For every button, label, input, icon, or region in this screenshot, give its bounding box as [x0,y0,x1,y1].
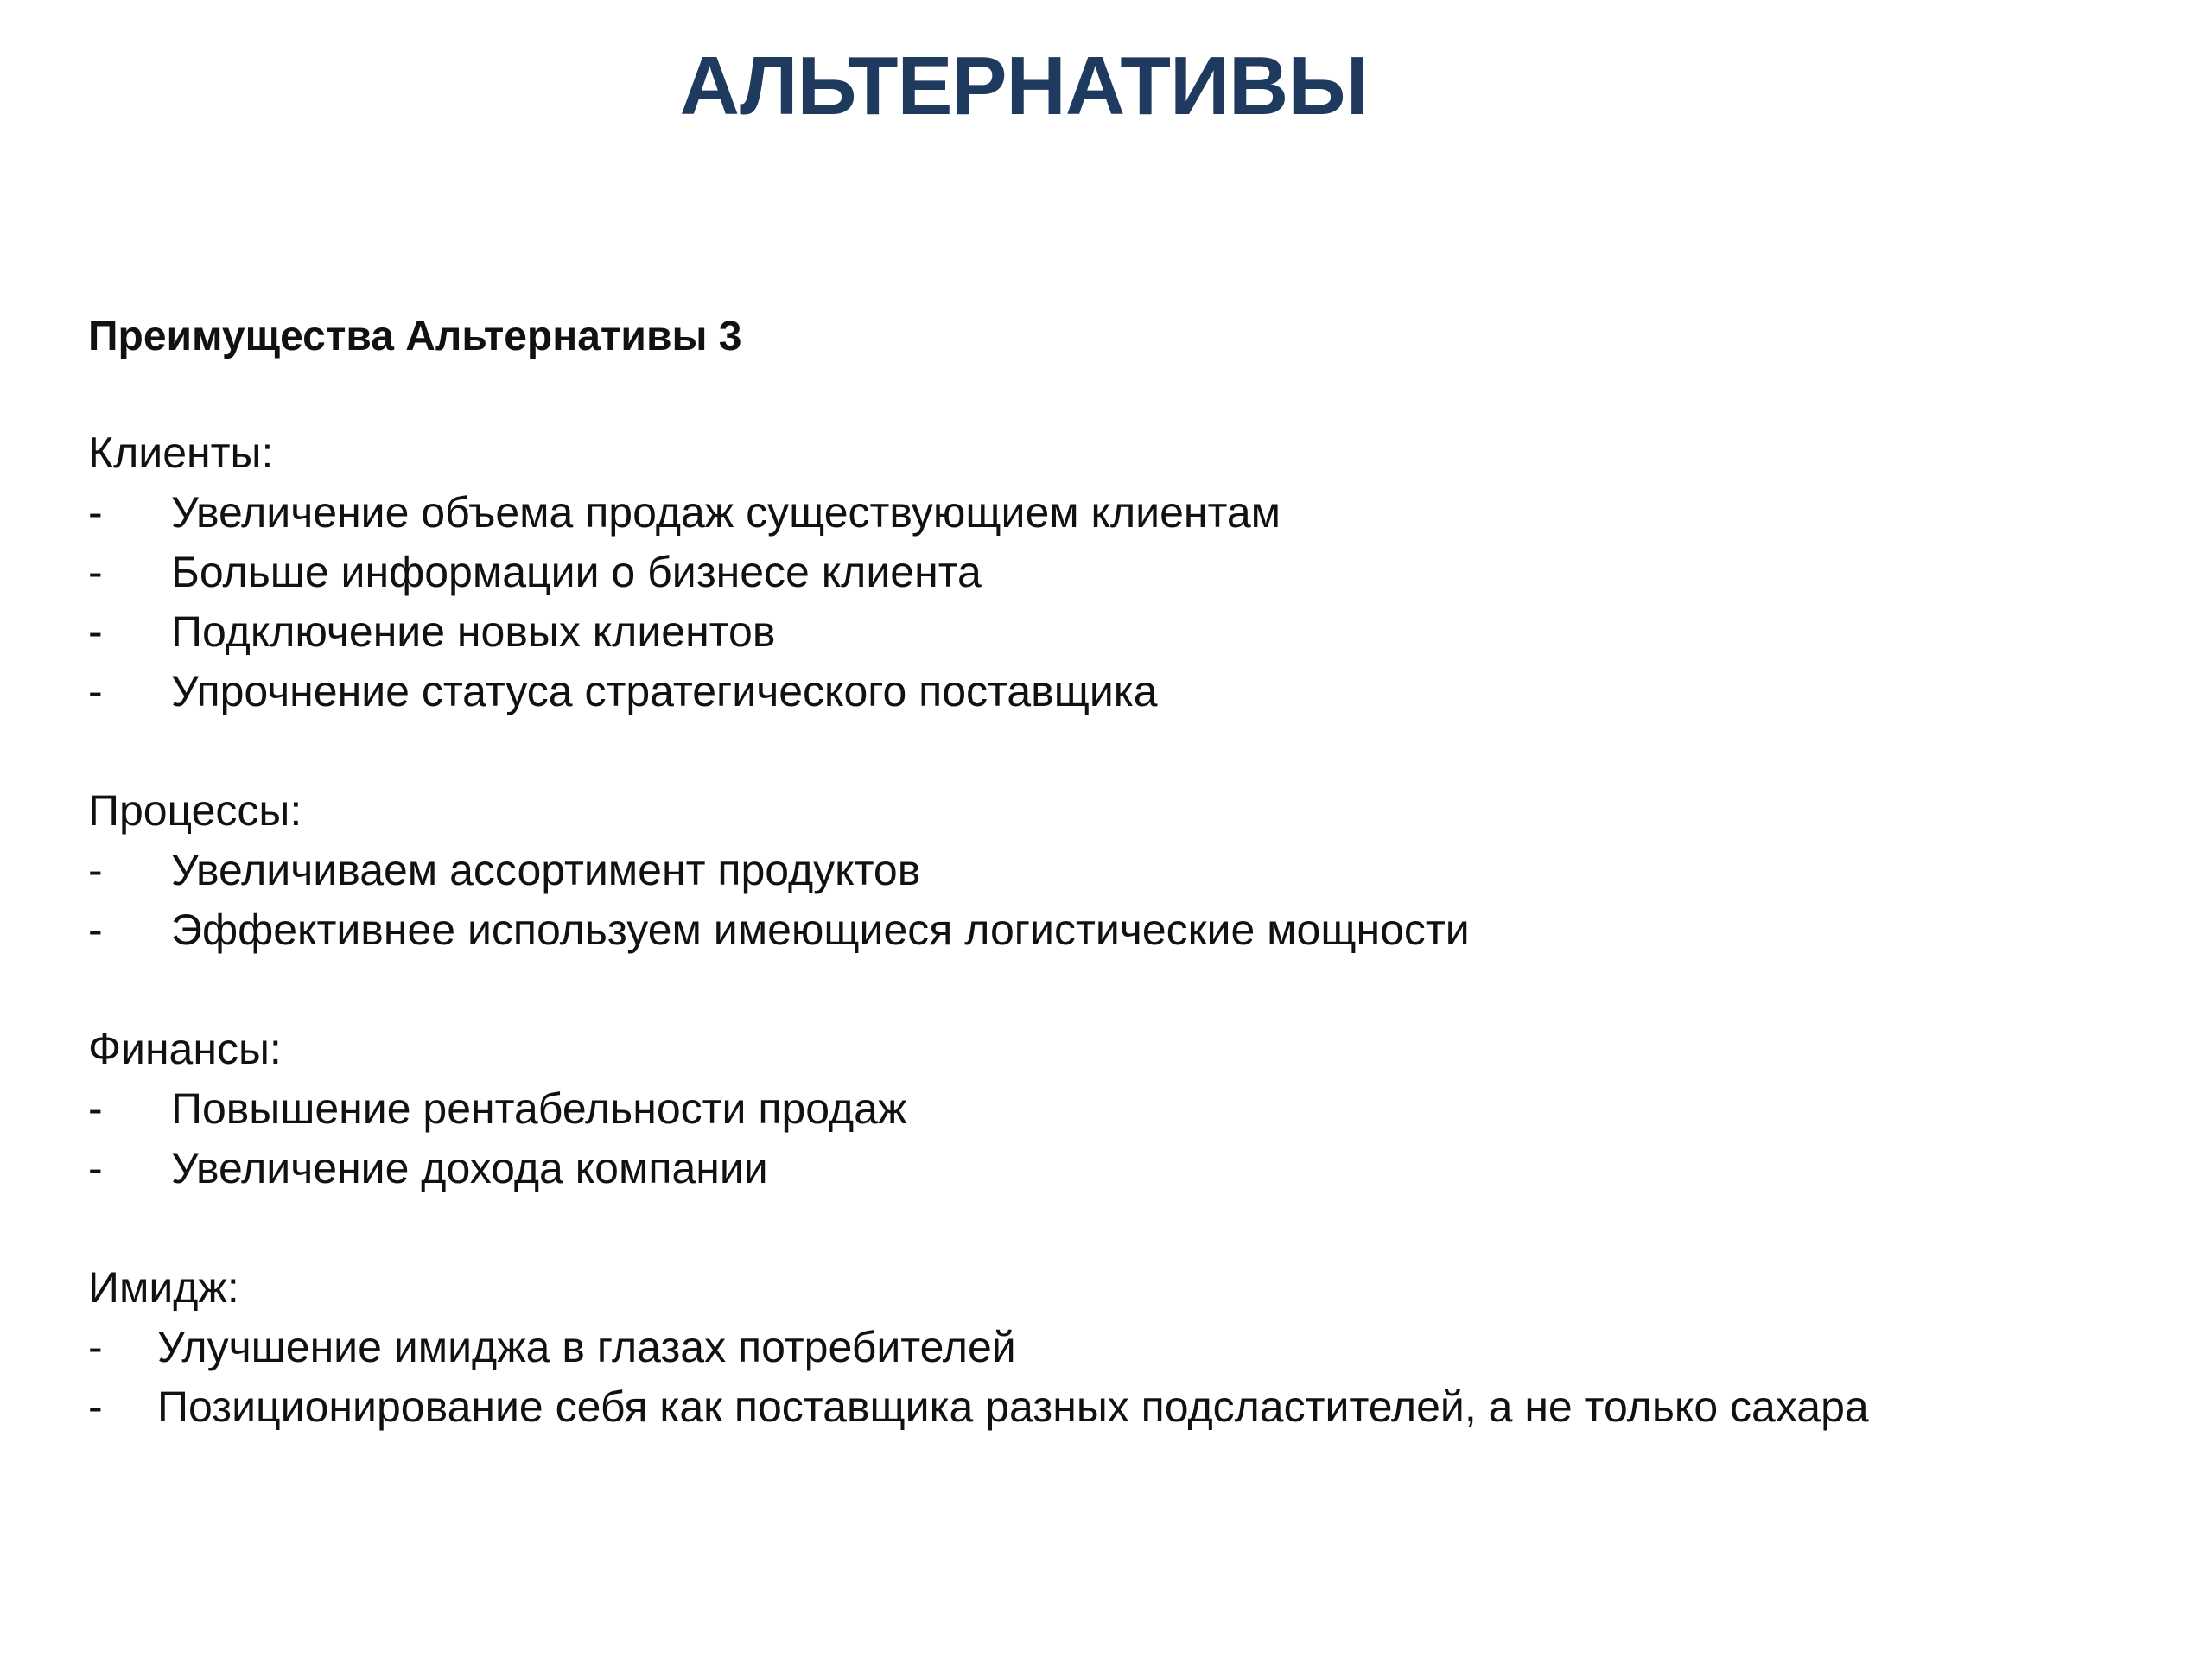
bullet-list [88,483,2127,721]
list-item [88,543,2127,602]
list-item-text: Больше информации о бизнесе клиента [171,548,982,596]
bullet-list [88,1079,2127,1198]
bullet-marker: - [88,1144,103,1192]
list-item [88,841,2127,900]
list-item-text: Увеличение дохода компании [171,1144,768,1192]
list-item [88,900,2127,960]
list-item-text: Повышение рентабельности продаж [171,1084,907,1133]
section-heading: Финансы: [88,1025,282,1073]
bullet-list [88,841,2127,960]
bullet-marker: - [88,906,103,954]
bullet-marker: - [88,607,103,656]
list-item [88,483,2127,543]
section-heading: Процессы: [88,786,302,835]
list-item-text: Подключение новых клиентов [171,607,776,656]
bullet-marker: - [88,667,103,715]
list-item [88,1079,2127,1139]
bullet-marker: - [88,488,103,537]
section-image [88,1258,2127,1437]
list-item [88,1377,2127,1437]
list-item-text: Увеличиваем ассортимент продуктов [171,846,921,894]
section-finance [88,1020,2127,1198]
slide-content [88,304,2127,1497]
list-item-text: Упрочнение статуса стратегического поставщика [171,667,1158,715]
slide-title: АЛЬТЕРНАТИВЫ [679,40,1369,132]
section-heading: Клиенты: [88,429,274,477]
bullet-marker: - [88,1323,103,1371]
bullet-marker: - [88,1382,103,1431]
section-heading: Имидж: [88,1263,239,1312]
subtitle: Преимущества Альтернативы 3 [88,314,742,359]
list-item-text: Увеличение объема продаж существующием клиентам [171,488,1281,537]
bullet-marker: - [88,846,103,894]
list-item-text: Позиционирование себя как поставщика разных подсластителей, а не только сахара [157,1382,1869,1431]
list-item-text: Улучшение имиджа в глазах потребителей [157,1323,1016,1371]
list-item [88,1139,2127,1198]
list-item [88,1318,2127,1377]
list-item [88,602,2127,662]
bullet-marker: - [88,1084,103,1133]
bullet-list [88,1318,2127,1437]
list-item [88,662,2127,721]
bullet-marker: - [88,548,103,596]
section-clients [88,423,2127,721]
list-item-text: Эффективнее используем имеющиеся логистические мощности [171,906,1470,954]
section-processes [88,781,2127,960]
